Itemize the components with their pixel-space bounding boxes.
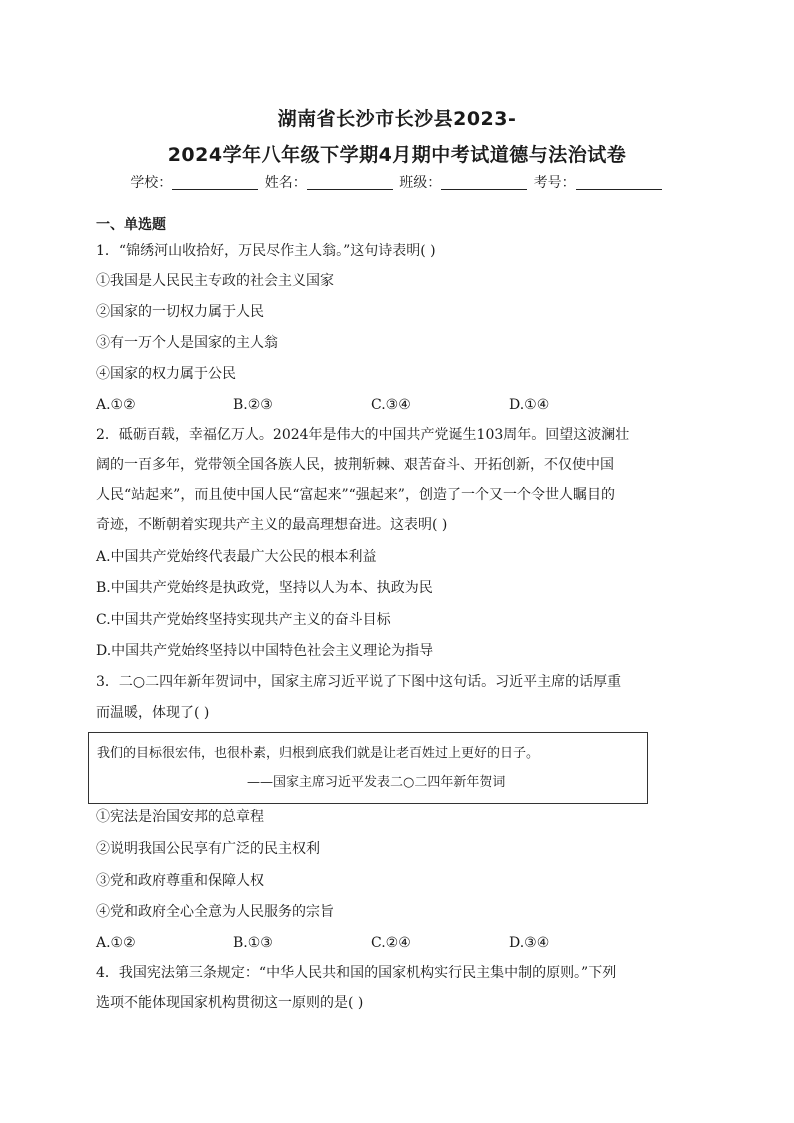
class-blank[interactable] <box>441 175 527 190</box>
class-label: 班级： <box>399 175 442 191</box>
q1-stem: 1．“锦绣河山收拾好，万民尽作主人翁。”这句诗表明( ) <box>96 243 436 259</box>
q1-option-c[interactable]: C.③④ <box>371 397 411 413</box>
q3-option-c[interactable]: C.②④ <box>371 935 411 951</box>
q4-stem-line-1: 4．我国宪法第三条规定：“中华人民共和国的国家机构实行民主集中制的原则。”下列 <box>96 965 617 981</box>
q3-stem-line-2: 而温暖，体现了( ) <box>96 705 210 721</box>
school-blank[interactable] <box>172 175 258 190</box>
exam-number-blank[interactable] <box>576 175 662 190</box>
q1-statement-1: ①我国是人民民主专政的社会主义国家 <box>96 273 334 289</box>
quote-attribution: ——国家主席习近平发表二○二四年新年贺词 <box>247 775 506 790</box>
q4-stem-line-2: 选项不能体现国家机构贯彻这一原则的是( ) <box>96 995 364 1011</box>
exam-title-line-1: 湖南省长沙市长沙县2023- <box>277 108 517 130</box>
q3-statement-1: ①宪法是治国安邦的总章程 <box>96 809 264 825</box>
q1-option-b[interactable]: B.②③ <box>233 397 273 413</box>
q3-stem-line-1: 3．二○二四年新年贺词中，国家主席习近平说了下图中这句话。习近平主席的话厚重 <box>96 674 622 690</box>
q2-stem-line-1: 2．砥砺百载，幸福亿万人。2024年是伟大的中国共产党诞生103周年。回望这波澜壮 <box>96 427 630 443</box>
q2-option-b[interactable]: B.中国共产党始终是执政党，坚持以人为本、执政为民 <box>96 580 433 596</box>
q2-stem-line-3: 人民“站起来”，而且使中国人民“富起来”“强起来”，创造了一个又一个令世人瞩目的 <box>96 487 615 503</box>
q3-statement-2: ②说明我国公民享有广泛的民主权利 <box>96 841 320 857</box>
section-heading: 一、单选题 <box>96 217 166 233</box>
name-blank[interactable] <box>307 175 393 190</box>
q3-option-b[interactable]: B.①③ <box>233 935 273 951</box>
q3-statement-4: ④党和政府全心全意为人民服务的宗旨 <box>96 904 334 920</box>
quote-box <box>88 732 648 804</box>
q1-statement-2: ②国家的一切权力属于人民 <box>96 304 264 320</box>
q2-option-c[interactable]: C.中国共产党始终坚持实现共产主义的奋斗目标 <box>96 612 391 628</box>
q1-statement-3: ③有一万个人是国家的主人翁 <box>96 335 278 351</box>
q3-option-a[interactable]: A.①② <box>96 935 136 951</box>
name-label: 姓名： <box>264 175 307 191</box>
q1-option-d[interactable]: D.①④ <box>509 397 550 413</box>
q2-option-a[interactable]: A.中国共产党始终代表最广大公民的根本利益 <box>96 549 377 565</box>
exam-number-label: 考号： <box>533 175 576 191</box>
q1-statement-4: ④国家的权力属于公民 <box>96 366 236 382</box>
quote-text: 我们的目标很宏伟，也很朴素，归根到底我们就是让老百姓过上更好的日子。 <box>97 746 540 761</box>
q2-stem-line-4: 奇迹，不断朝着实现共产主义的最高理想奋进。这表明( ) <box>96 517 448 533</box>
q3-option-d[interactable]: D.③④ <box>509 935 550 951</box>
school-label: 学校： <box>130 175 173 191</box>
q3-statement-3: ③党和政府尊重和保障人权 <box>96 873 264 889</box>
exam-title-line-2: 2024学年八年级下学期4月期中考试道德与法治试卷 <box>167 144 627 166</box>
q2-option-d[interactable]: D.中国共产党始终坚持以中国特色社会主义理论为指导 <box>96 643 434 659</box>
q1-option-a[interactable]: A.①② <box>96 397 136 413</box>
q2-stem-line-2: 阔的一百多年，党带领全国各族人民，披荆斩棘、艰苦奋斗、开拓创新，不仅使中国 <box>96 457 614 473</box>
student-info-row <box>0 172 794 192</box>
